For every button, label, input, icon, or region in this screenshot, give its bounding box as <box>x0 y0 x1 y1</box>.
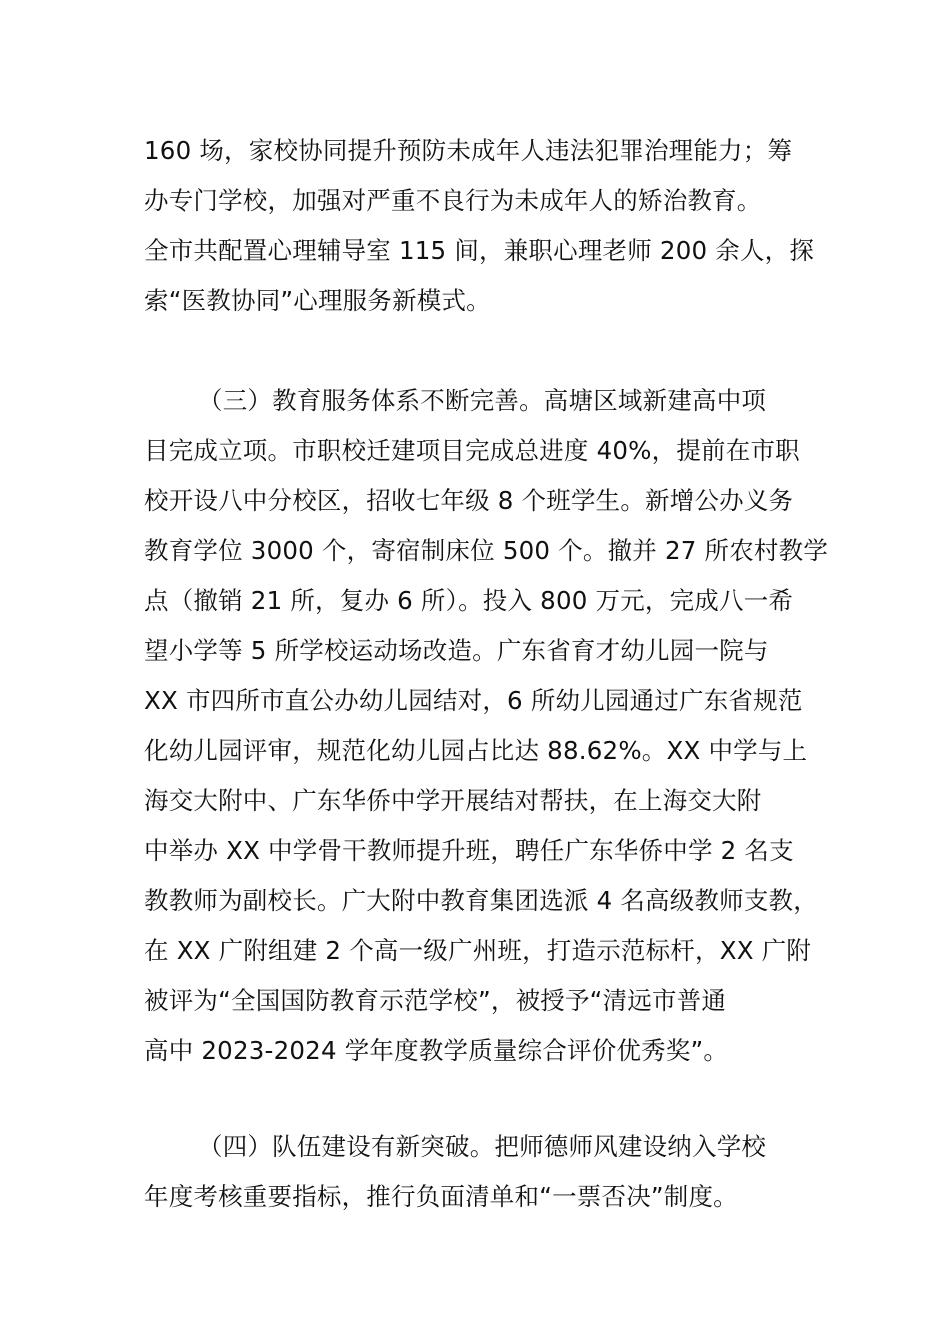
paragraph-education-service-system <box>144 376 844 1076</box>
text-line: 高中 2023-2024 学年度教学质量综合评价优秀奖”。 <box>144 1036 729 1065</box>
text-line: 教育学位 3000 个，寄宿制床位 500 个。撤并 27 所农村教学 <box>144 536 829 565</box>
text-line: 160 场，家校协同提升预防未成年人违法犯罪治理能力；筹 <box>144 136 793 165</box>
text-line: 教教师为副校长。广大附中教育集团选派 4 名高级教师支教， <box>144 886 818 915</box>
text-line: 校开设八中分校区，招收七年级 8 个班学生。新增公办义务 <box>144 486 794 515</box>
paragraph-prevention-psychology <box>144 126 844 326</box>
text-line-indented: （三）教育服务体系不断完善。高塘区域新建高中项 <box>198 386 767 415</box>
text-line: 点（撤销 21 所，复办 6 所）。投入 800 万元，完成八一希 <box>144 586 794 615</box>
text-line-indented: （四）队伍建设有新突破。把师德师风建设纳入学校 <box>198 1132 767 1161</box>
text-line: 海交大附中、广东华侨中学开展结对帮扶，在上海交大附 <box>144 786 762 815</box>
text-line: 中举办 XX 中学骨干教师提升班，聘任广东华侨中学 2 名支 <box>144 836 794 865</box>
text-line: 目完成立项。市职校迁建项目完成总进度 40%，提前在市职 <box>144 436 800 465</box>
text-line: 化幼儿园评审，规范化幼儿园占比达 88.62%。XX 中学与上 <box>144 736 808 765</box>
text-line: 被评为“全国国防教育示范学校”，被授予“清远市普通 <box>144 986 727 1015</box>
text-line: 办专门学校，加强对严重不良行为未成年人的矫治教育。 <box>144 186 762 215</box>
text-line: XX 市四所市直公办幼儿园结对，6 所幼儿园通过广东省规范 <box>144 686 803 715</box>
text-line: 全市共配置心理辅导室 115 间，兼职心理老师 200 余人，探 <box>144 236 815 265</box>
text-line: 索“医教协同”心理服务新模式。 <box>144 286 491 315</box>
text-line: 在 XX 广附组建 2 个高一级广州班，打造示范标杆，XX 广附 <box>144 936 812 965</box>
text-line: 望小学等 5 所学校运动场改造。广东省育才幼儿园一院与 <box>144 636 769 665</box>
paragraph-team-building <box>144 1122 844 1222</box>
text-line: 年度考核重要指标，推行负面清单和“一票否决”制度。 <box>144 1182 738 1211</box>
